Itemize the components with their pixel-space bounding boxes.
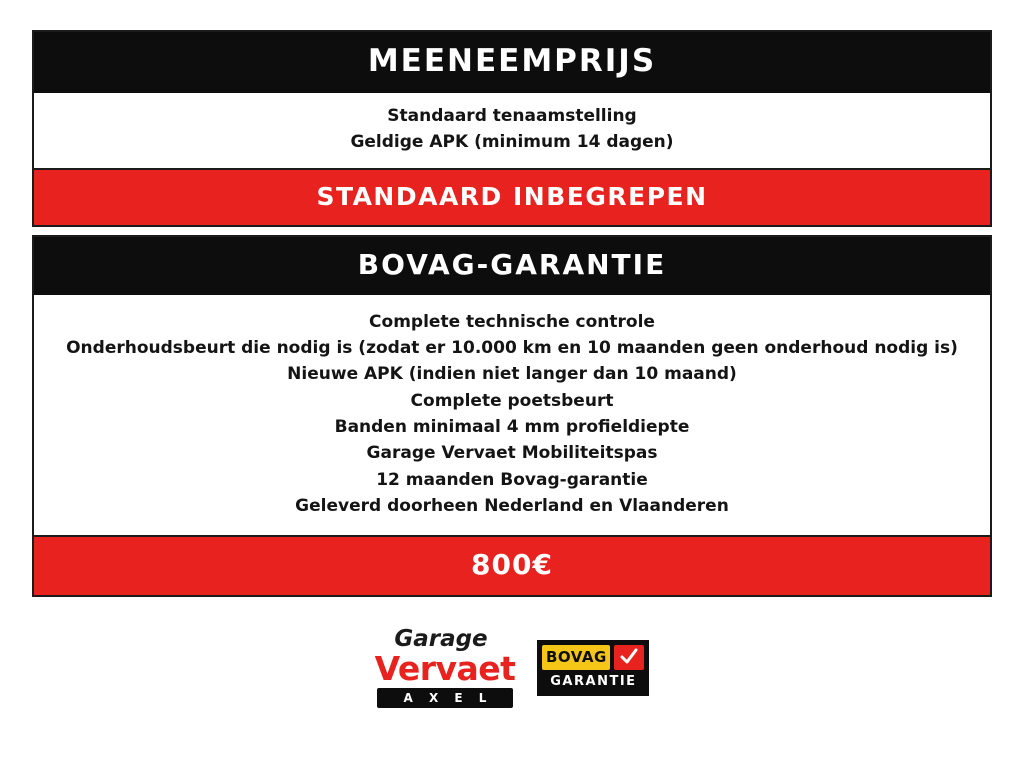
bovag-logo-top: [542, 645, 644, 670]
list-item: Standaard tenaamstelling: [387, 106, 637, 126]
list-item: 12 maanden Bovag-garantie: [376, 469, 648, 490]
panel-gap: [32, 227, 992, 235]
logo-axel-word: A X E L: [377, 688, 513, 708]
bovag-word: BOVAG: [542, 645, 610, 670]
standaard-inbegrepen-banner: STANDAARD INBEGREPEN: [32, 168, 992, 227]
price-banner: 800€: [32, 535, 992, 597]
bovag-garantie-logo: [537, 640, 649, 696]
list-item: Complete poetsbeurt: [410, 390, 614, 411]
meeneemprijs-panel: [32, 30, 992, 168]
list-item: Garage Vervaet Mobiliteitspas: [366, 443, 658, 464]
logo-vervaet-word: Vervaet: [374, 648, 516, 688]
list-item: Geldige APK (minimum 14 dagen): [350, 132, 674, 153]
bovag-garantie-title: BOVAG-GARANTIE: [34, 237, 990, 295]
list-item: Nieuwe APK (indien niet langer dan 10 maand): [287, 364, 737, 385]
footer-logos: [32, 597, 992, 768]
checkmark-icon: [614, 645, 644, 670]
list-item: Onderhoudsbeurt die nodig is (zodat er 10.000 km en 10 maanden geen onderhoud nodig is): [66, 338, 958, 359]
list-item: Geleverd doorheen Nederland en Vlaanderen: [295, 496, 729, 517]
meeneemprijs-list: [34, 93, 990, 168]
bovag-garantie-word: GARANTIE: [550, 673, 637, 689]
bovag-garantie-panel: [32, 235, 992, 536]
list-item: Banden minimaal 4 mm profieldiepte: [334, 417, 690, 438]
garage-vervaet-logo: [374, 625, 516, 708]
meeneemprijs-title: MEENEEMPRIJS: [34, 32, 990, 93]
bovag-garantie-list: [34, 295, 990, 536]
logo-garage-word: Garage: [394, 625, 488, 652]
list-item: Complete technische controle: [369, 311, 655, 332]
